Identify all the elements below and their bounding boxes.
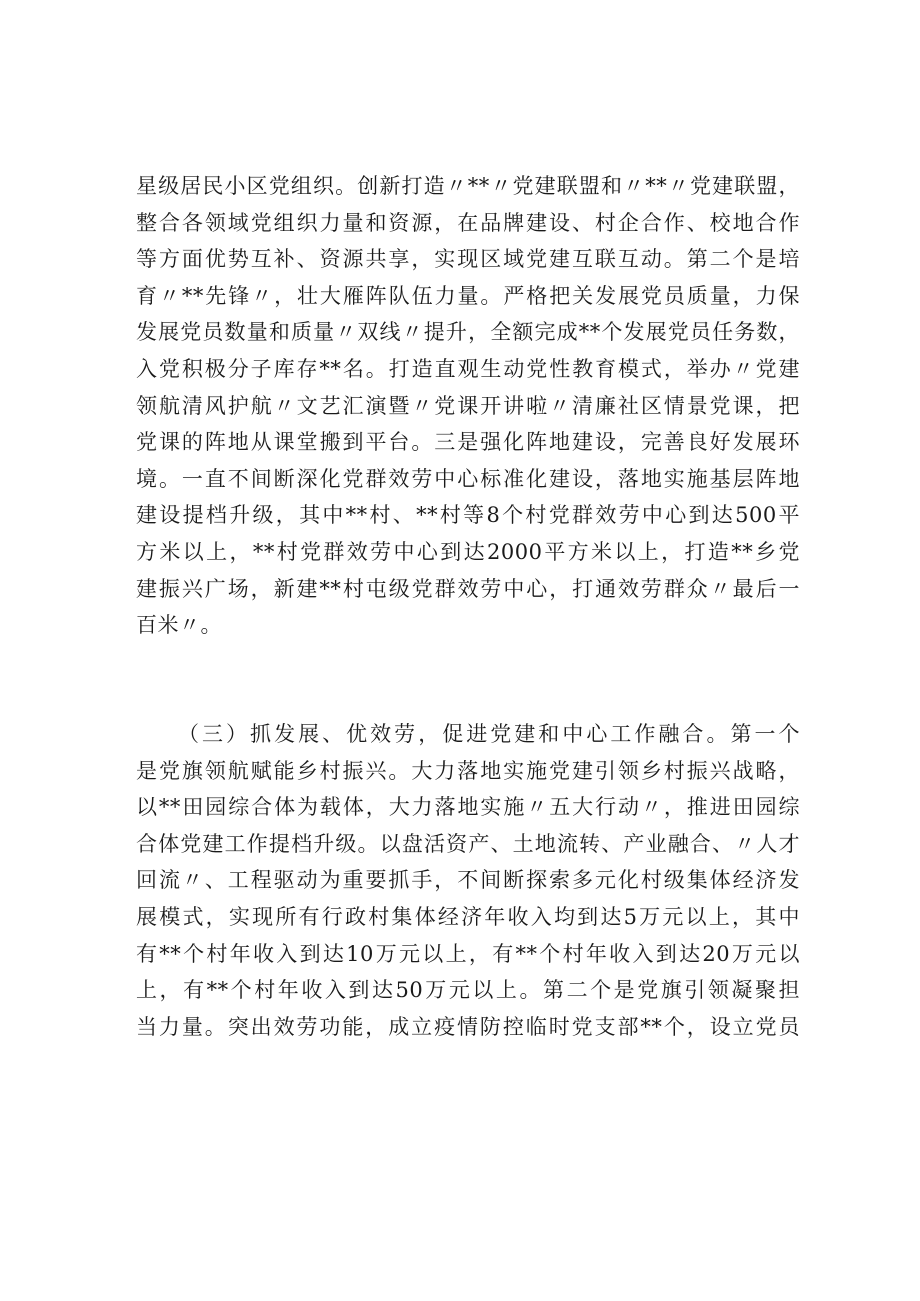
paragraph-line: 领航清风护航〃文艺汇演暨〃党课开讲啦〃清廉社区情景党课，把 [136, 393, 800, 418]
paragraph-line: 回流〃、工程驱动为重要抓手，不间断探索多元化村级集体经济发 [136, 868, 800, 893]
paragraph-line: 党课的阵地从课堂搬到平台。三是强化阵地建设，完善良好发展环 [136, 430, 800, 455]
paragraph-line: 建振兴广场，新建**村屯级党群效劳中心，打通效劳群众〃最后一 [136, 576, 800, 601]
paragraph-line: 境。一直不间断深化党群效劳中心标准化建设，落地实施基层阵地 [136, 466, 800, 491]
paragraph-line: 整合各领域党组织力量和资源，在品牌建设、村企合作、校地合作 [136, 210, 800, 235]
paragraph-line: 育〃**先锋〃，壮大雁阵队伍力量。严格把关发展党员质量，力保 [136, 283, 800, 308]
paragraph-line: 方米以上，**村党群效劳中心到达2000平方米以上，打造**乡党 [136, 539, 800, 564]
section-heading-line: （三）抓发展、优效劳，促进党建和中心工作融合。第一个 [178, 722, 800, 746]
paragraph-line: 是党旗领航赋能乡村振兴。大力落地实施党建引领乡村振兴战略， [136, 758, 800, 783]
paragraph-2 [136, 716, 800, 1045]
paragraph-1 [136, 168, 800, 644]
paragraph-line: 入党积极分子库存**名。打造直观生动党性教育模式，举办〃党建 [136, 356, 800, 381]
paragraph-line: 建设提档升级，其中**村、**村等8个村党群效劳中心到达500平 [136, 503, 800, 528]
paragraph-line: 合体党建工作提档升级。以盘活资产、土地流转、产业融合、〃人才 [136, 831, 800, 856]
paragraph-line: 以**田园综合体为载体，大力落地实施〃五大行动〃，推进田园综 [136, 795, 800, 820]
paragraph-line: 发展党员数量和质量〃双线〃提升，全额完成**个发展党员任务数， [136, 320, 800, 345]
paragraph-line: 当力量。突出效劳功能，成立疫情防控临时党支部**个，设立党员 [136, 1014, 800, 1039]
paragraph-line: 等方面优势互补、资源共享，实现区域党建互联互动。第二个是培 [136, 247, 800, 272]
paragraph-line: 百米〃。 [136, 613, 222, 638]
paragraph-line: 上，有**个村年收入到达50万元以上。第二个是党旗引领凝聚担 [136, 978, 800, 1003]
paragraph-line: 星级居民小区党组织。创新打造〃**〃党建联盟和〃**〃党建联盟， [136, 174, 800, 198]
paragraph-line: 展模式，实现所有行政村集体经济年收入均到达5万元以上，其中 [136, 904, 800, 929]
paragraph-line: 有**个村年收入到达10万元以上，有**个村年收入到达20万元以 [136, 941, 800, 966]
